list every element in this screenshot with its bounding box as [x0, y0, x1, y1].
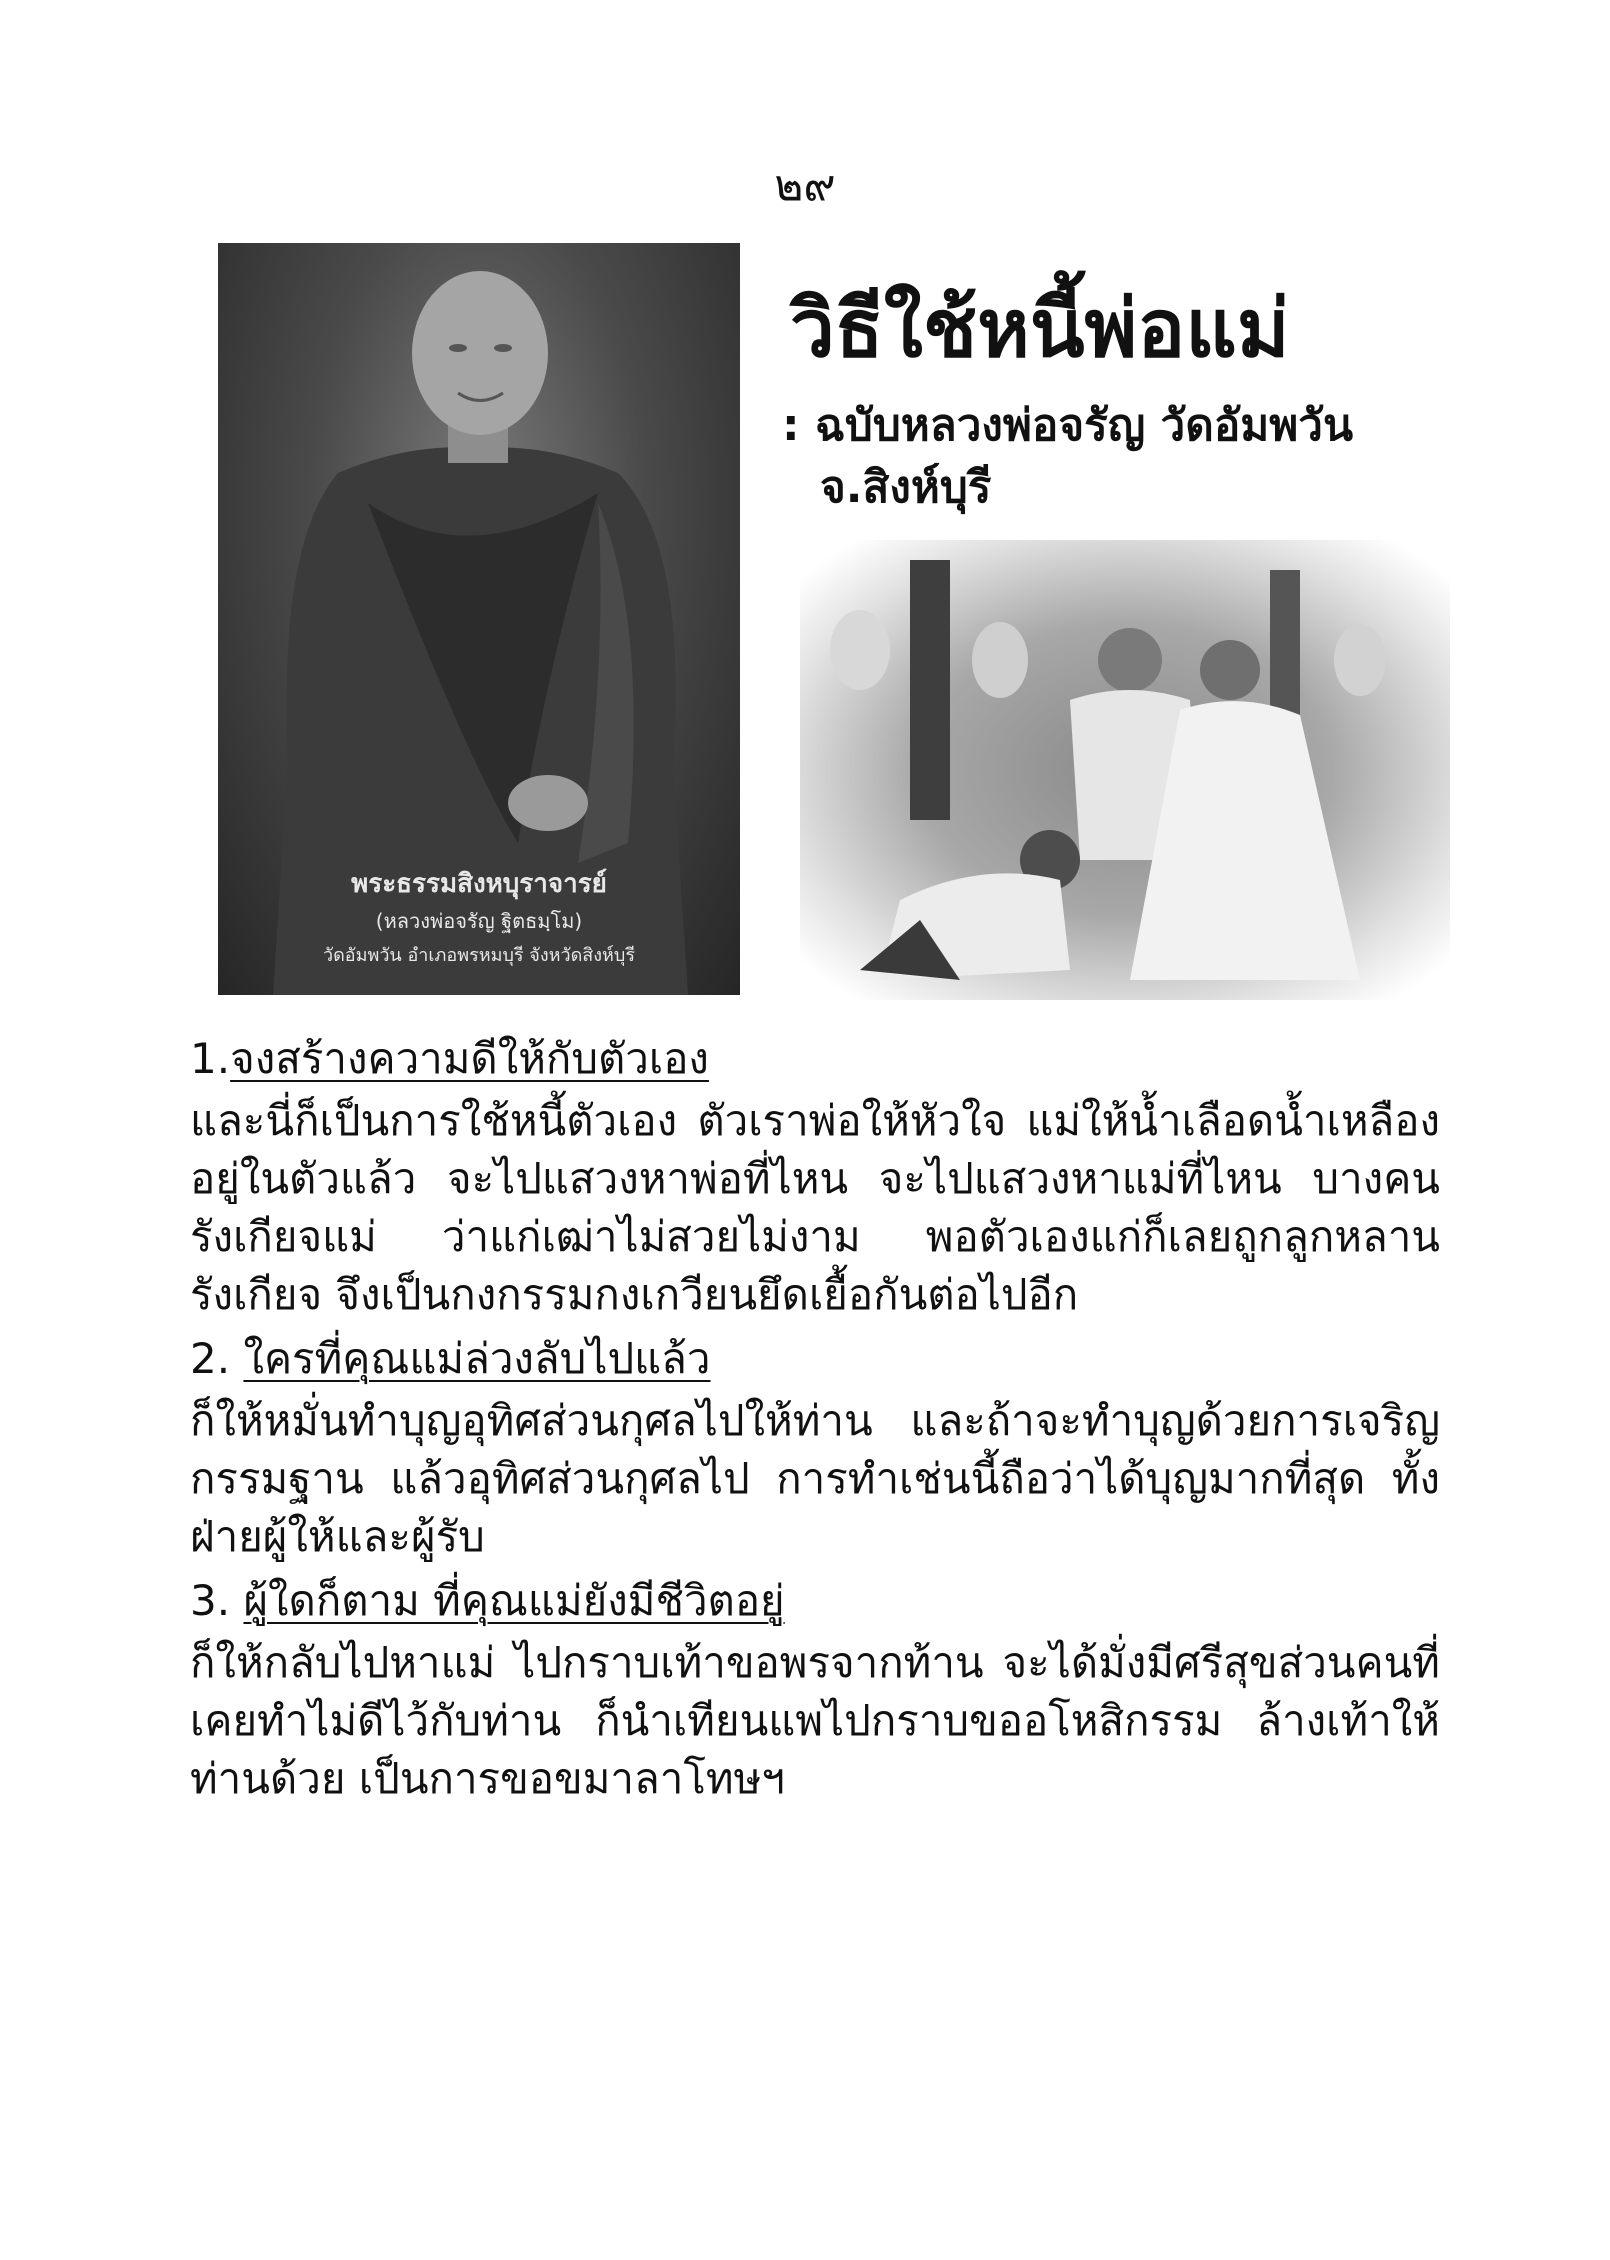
section-number: 2.	[190, 1334, 231, 1383]
portrait-caption-alias: (หลวงพ่อจรัญ ฐิตธมฺโม)	[375, 909, 583, 933]
section-heading	[190, 1572, 1440, 1630]
subtitle	[782, 395, 1353, 519]
article-content	[190, 1030, 1440, 1814]
section-number: 1.	[190, 1034, 231, 1083]
section-body: ก็ให้กลับไปหาแม่ ไปกราบเท้าขอพรจากท้าน จะได้มั่งมีศรีสุขส่วนคนที่เคยทำไม่ดีไว้กับท่าน ก็นำเทียนแพไปกราบขออโหสิกรรม ล้างเท้าให้ท่านด้วย เป็นการขอขมาลาโทษฯ	[190, 1638, 1440, 1803]
section-1	[190, 1030, 1440, 1324]
monk-portrait-photo	[218, 243, 740, 995]
page-title: วิธีใช้หนี้พ่อแม่	[790, 282, 1290, 375]
section-heading	[190, 1330, 1440, 1388]
section-heading-text: ใครที่คุณแม่ล่วงลับไปแล้ว	[243, 1334, 711, 1383]
section-heading-text: ผู้ใดก็ตาม ที่คุณแม่ยังมีชีวิตอยู่	[243, 1576, 785, 1625]
section-heading-text: จงสร้างความดีให้กับตัวเอง	[230, 1034, 709, 1083]
section-2	[190, 1330, 1440, 1566]
portrait-caption-name: พระธรรมสิงหบุราจารย์	[351, 869, 607, 899]
section-number: 3.	[190, 1576, 231, 1625]
section-3	[190, 1572, 1440, 1808]
section-body: ก็ให้หมั่นทำบุญอุทิศส่วนกุศลไปให้ท่าน และถ้าจะทำบุญด้วยการเจริญกรรมฐาน แล้วอุทิศส่วนกุศลไป การทำเช่นนี้ถือว่าได้บุญมากที่สุด ทั้งฝ่ายผู้ให้และผู้รับ	[190, 1396, 1440, 1561]
subtitle-line-2: จ.สิงห์บุรี	[820, 462, 992, 513]
section-body: และนี่ก็เป็นการใช้หนี้ตัวเอง ตัวเราพ่อให้หัวใจ แม่ให้น้ำเลือดน้ำเหลือง อยู่ในตัวแล้ว จะไปแสวงหาพ่อที่ไหน จะไปแสวงหาแม่ที่ไหน บางคนรังเกียจแม่ ว่าแก่เฒ่าไม่สวยไม่งาม พอตัวเองแก่ก็เลยถูกลูกหลานรังเกียจ จึงเป็นกงกรรมกงเกวียนยึดเยื้อกันต่อไปอีก	[190, 1096, 1440, 1319]
subtitle-line-1: : ฉบับหลวงพ่อจรัญ วัดอัมพวัน	[782, 400, 1354, 451]
ceremony-scene-illustration	[800, 540, 1450, 1000]
page-number: ๒๙	[774, 160, 836, 211]
ceremony-photo	[800, 540, 1450, 1000]
portrait-caption-location: วัดอัมพวัน อำเภอพรหมบุรี จังหวัดสิงห์บุรี	[322, 945, 636, 966]
section-heading	[190, 1030, 1440, 1088]
